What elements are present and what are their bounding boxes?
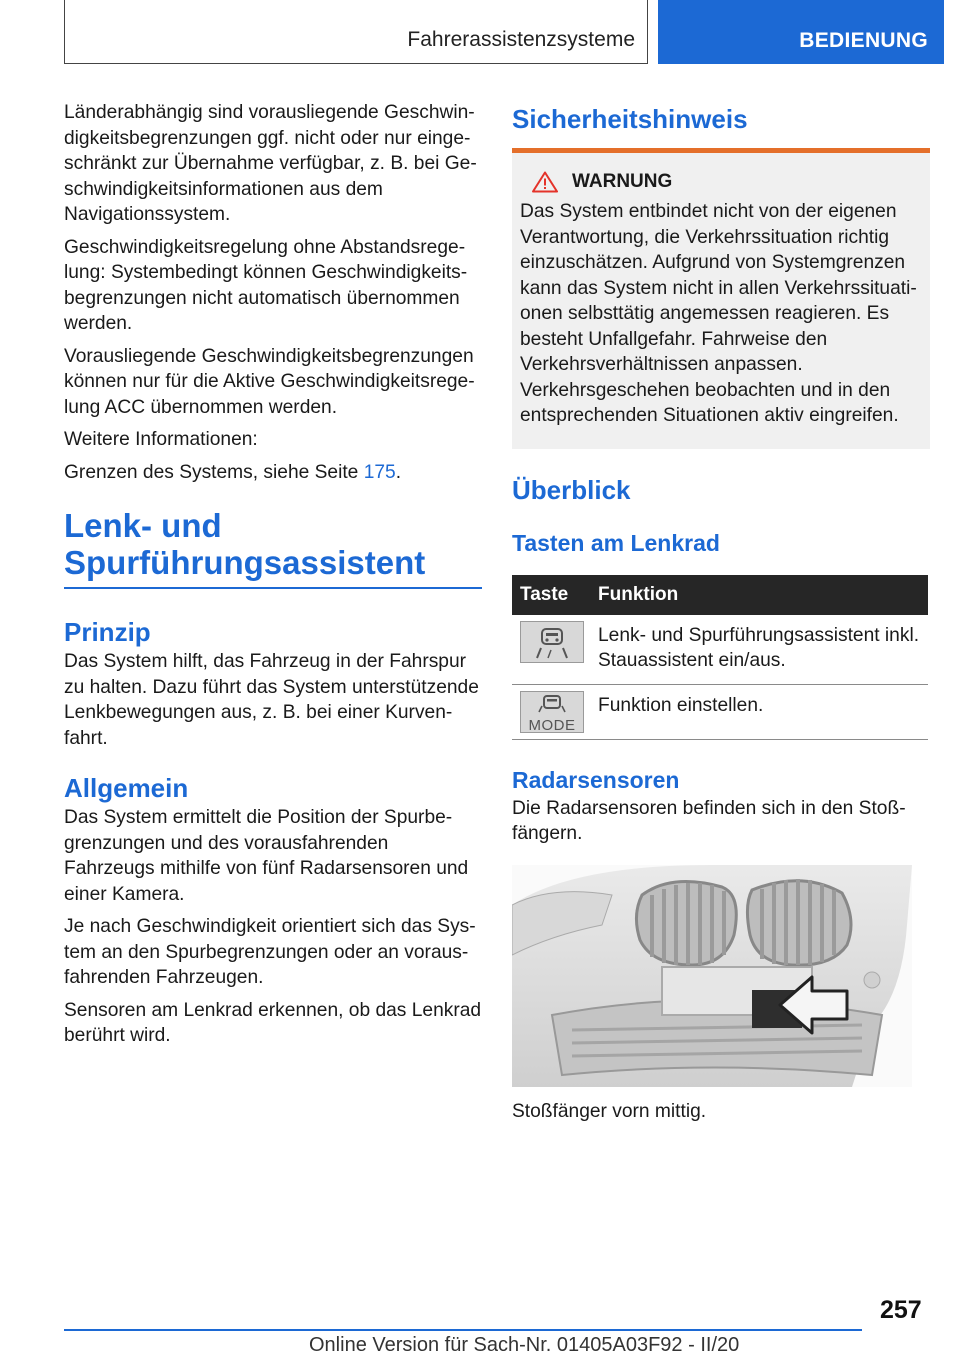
footer-online-version: Online Version für Sach-Nr. 01405A03F92 - II/20 [309,1334,740,1356]
table-row [512,684,928,739]
header-section-box [64,0,648,64]
header-section-title: Fahrerassistenzsysteme [407,28,635,51]
chapter-heading-rule [64,587,482,589]
table-cell-icon [512,615,590,685]
subsection-heading-radarsensoren: Radarsensoren [512,766,680,793]
page-number: 257 [880,1296,922,1324]
paragraph: Vorausliegende Geschwindigkeitsbegrenzungen können nur für die Aktive Geschwindigkeitsregelung ACC übernommen werden. [64,345,475,418]
chapter-heading [64,507,482,581]
image-caption: Stoßfänger vorn mittig. [512,1100,707,1122]
paragraph-reference [64,460,482,486]
paragraph: Die Radarsensoren befinden sich in den Stoßfängern. [512,797,906,844]
subsection-heading-tasten: Tasten am Lenkrad [512,529,720,556]
paragraph: Das System ermittelt die Position der Spurbegrenzungen und des vorausfahrenden Fahrzeugs mithilfe von fünf Radarsensoren und einer Kamera. [64,807,469,905]
chapter-heading-line1: Lenk- und [64,507,222,544]
paragraph: Weitere Informationen: [64,429,258,450]
table-header-taste: Taste [512,575,590,615]
lane-assist-button-icon [520,621,584,663]
paragraph: Länderabhängig sind vorausliegende Geschwindigkeitsbegrenzungen ggf. nicht oder nur eingeschränkt zur Übernahme verfügbar, z. B. bei Geschwindigkeitsinformationen aus dem Navigationssystem. [64,102,477,225]
table-cell-function: Funktion einstellen. [590,684,928,739]
mode-button-label: MODE [528,716,576,734]
table-cell-icon [512,684,590,739]
mode-button-icon [520,691,584,733]
left-column [64,100,482,1056]
warning-box [512,153,930,449]
reference-text: Grenzen des Systems, siehe Seite [64,461,364,483]
page-link[interactable]: 175 [363,461,396,483]
chapter-heading-line2: Spurführungsassistent [64,544,426,581]
paragraph: Das System hilft, das Fahrzeug in der Fahrspur zu halten. Dazu führt das System unterstützende Lenkbewegungen aus, z. B. bei einer Kurvenfahrt. [64,651,479,749]
section-heading-allgemein: Allgemein [64,773,189,803]
table-cell-function: Lenk- und Spurführungsassistent inkl. Stauassistent ein/aus. [590,615,928,685]
warning-header [532,171,922,193]
reference-end: . [395,461,402,483]
paragraph: Je nach Geschwindigkeit orientiert sich das System an den Spurbegrenzungen oder an vorausfahrenden Fahrzeugen. [64,916,476,988]
keys-table [512,575,928,740]
section-heading-prinzip: Prinzip [64,617,151,647]
footer-rule [64,1329,862,1331]
warning-text: Das System entbindet nicht von der eigenen Verantwortung, die Verkehrssituation richtig einzuschätzen. Aufgrund von Systemgrenzen kann das System nicht in allen Verkehrssituationen selbsttätig angemessen reagieren. Es besteht Unfallgefahr. Fahrweise den Verkehrsverhältnissen anpassen. Verkehrsgeschehen beobachten und in den entsprechenden Situationen aktiv eingreifen. [520,201,917,426]
header-chapter-title: BEDIENUNG [799,29,928,52]
paragraph: Geschwindigkeitsregelung ohne Abstandsregelung: Systembedingt können Geschwindigkeitsbegrenzungen nicht automatisch übernommen werden. [64,236,468,334]
table-header-row [512,575,928,615]
warning-triangle-icon [532,171,558,193]
section-heading-ueberblick: Überblick [512,474,631,505]
section-heading-sicherheitshinweis: Sicherheitshinweis [512,104,748,134]
header-chapter-box [658,0,944,64]
table-header-funktion: Funktion [590,575,928,615]
table-row [512,615,928,685]
paragraph: Sensoren am Lenkrad erkennen, ob das Lenkrad berührt wird. [64,999,482,1046]
warning-label: WARNUNG [572,171,673,192]
bumper-photo [512,865,912,1087]
right-column [512,100,930,1131]
